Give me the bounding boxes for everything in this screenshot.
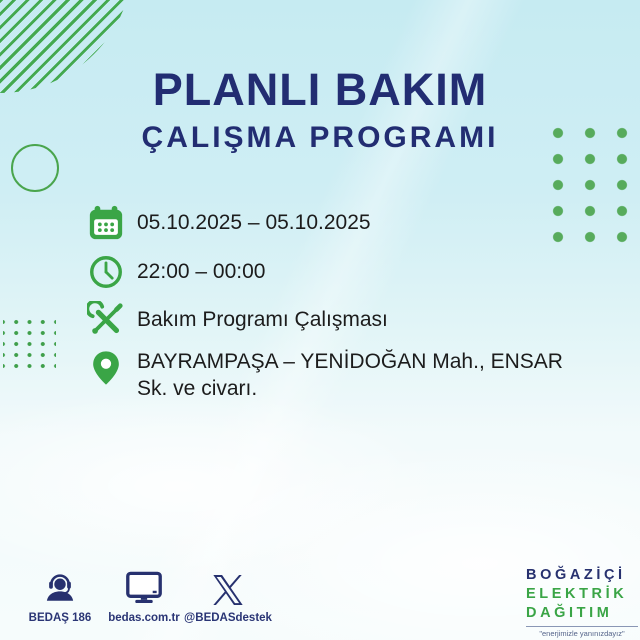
clock-icon: [86, 252, 126, 292]
logo-line-1: BOĞAZİÇİ: [526, 567, 626, 583]
logo-line-2: ELEKTRİK: [526, 586, 628, 602]
location-pin-icon: [86, 348, 126, 388]
website-label: bedas.com.tr: [108, 612, 180, 624]
title-line-2: ÇALIŞMA PROGRAMI: [141, 121, 499, 155]
time-row: [86, 252, 265, 292]
time-range-text: 22:00 – 00:00: [137, 260, 266, 284]
location-row: [86, 348, 599, 403]
title-line-1: PLANLI BAKIM: [152, 64, 488, 115]
dot-grid-decoration-left: [3, 316, 56, 372]
bedas-logo: [526, 566, 638, 638]
logo-slogan: "enerjimizle yanınızdayız": [526, 626, 638, 638]
work-type-row: [86, 300, 388, 340]
work-type-text: Bakım Programı Çalışması: [137, 308, 388, 332]
calendar-icon: [86, 203, 126, 243]
contact-phone: [24, 569, 96, 624]
footer-contacts: [24, 569, 272, 624]
contact-social: [184, 569, 272, 624]
date-range-text: 05.10.2025 – 05.10.2025: [137, 211, 371, 235]
logo-line-3: DAĞITIM: [526, 605, 613, 621]
phone-label: BEDAŞ 186: [28, 612, 92, 624]
date-row: [86, 203, 371, 243]
social-label: @BEDASdestek: [184, 612, 272, 624]
page-title: [0, 66, 640, 155]
tools-icon: [86, 300, 126, 340]
support-agent-icon: [42, 569, 78, 605]
location-text: BAYRAMPAŞA – YENİDOĞAN Mah., ENSAR Sk. ve civarı.: [137, 350, 563, 401]
x-twitter-icon: [213, 569, 243, 605]
monitor-icon: [125, 569, 163, 605]
contact-website: [108, 569, 180, 624]
